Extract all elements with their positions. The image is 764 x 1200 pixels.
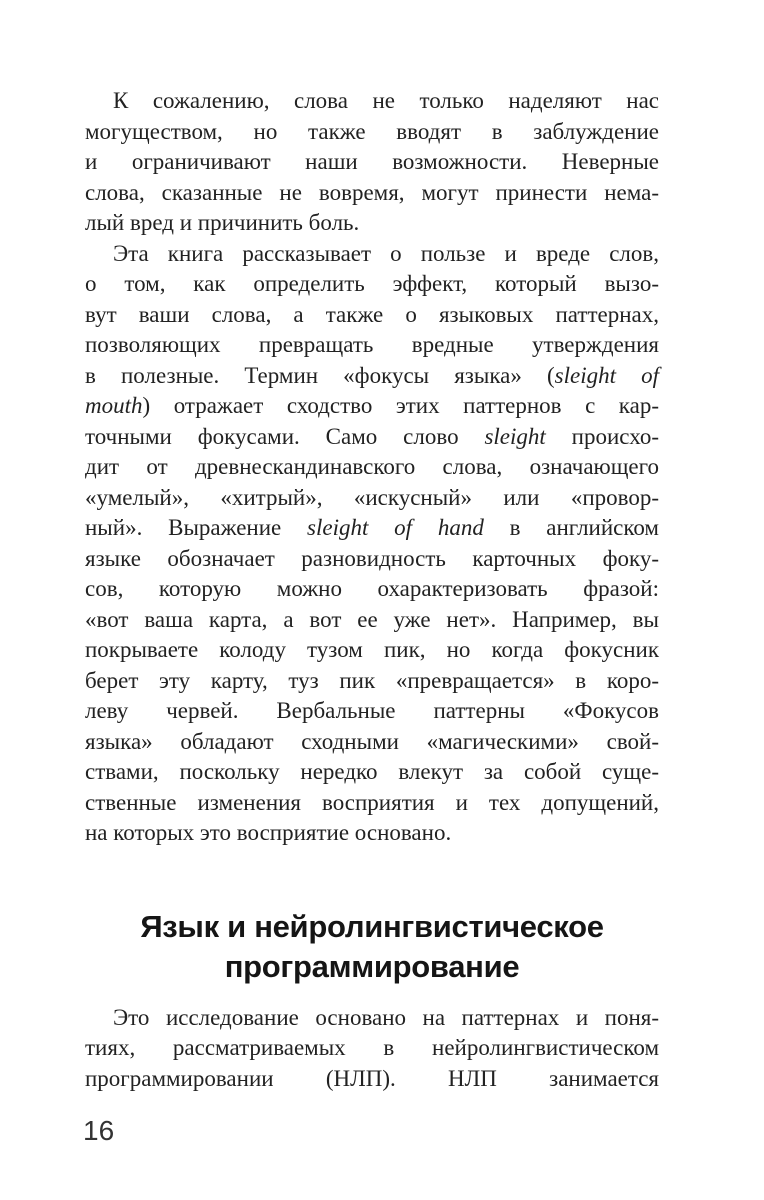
text-line: берет эту карту, туз пик «превращается» в коро- xyxy=(85,667,659,693)
text-line: дит от древнескандинавского слова, означающего xyxy=(85,454,659,479)
text-line: программировании (НЛП). НЛП занимается xyxy=(85,1065,659,1091)
text-line: Это исследование основано на паттернах и поня- xyxy=(113,1004,659,1030)
text-line: ный». Выражение sleight of hand в английском xyxy=(85,515,659,540)
paragraph xyxy=(85,239,659,849)
text-line: сов, которую можно охарактеризовать фразой: xyxy=(85,576,659,601)
text-line: могуществом, но также вводят в заблуждение xyxy=(85,118,659,144)
section-heading-line-2: программирование xyxy=(224,948,520,984)
text-line: леву червей. Вербальные паттерны «Фокусов xyxy=(85,698,659,723)
section-heading xyxy=(85,907,659,987)
text-line: тиях, рассматриваемых в нейролингвистическом xyxy=(85,1035,659,1060)
text-line: в полезные. Термин «фокусы языка» (sleight of xyxy=(85,362,659,388)
text-line: на которых это восприятие основано. xyxy=(85,820,452,845)
text-line: Эта книга рассказывает о пользе и вреде слов, xyxy=(113,240,659,266)
paragraph xyxy=(85,86,659,239)
text-line: и ограничивают наши возможности. Неверные xyxy=(85,149,659,174)
text-line: покрываете колоду тузом пик, но когда фокусник xyxy=(85,637,659,662)
text-line: mouth) отражает сходство этих паттернов с кар- xyxy=(85,393,659,418)
text-line: «умелый», «хитрый», «искусный» или «провор- xyxy=(85,484,659,510)
text-line: лый вред и причинить боль. xyxy=(85,210,360,235)
text-line: ственные изменения восприятия и тех допущений, xyxy=(85,789,659,815)
paragraph xyxy=(85,1003,659,1095)
text-line: «вот ваша карта, а вот ее уже нет». Например, вы xyxy=(85,606,659,632)
text-line: точными фокусами. Само слово sleight происхо- xyxy=(85,423,659,449)
text-line: языка» обладают сходными «магическими» свой- xyxy=(85,728,659,754)
text-line: ствами, поскольку нередко влекут за собой суще- xyxy=(85,759,659,784)
page-text xyxy=(85,86,659,1094)
text-line: о том, как определить эффект, который вызо- xyxy=(85,271,659,296)
page-number: 16 xyxy=(83,1115,115,1146)
text-line: позволяющих превращать вредные утверждения xyxy=(85,332,659,357)
text-line: языке обозначает разновидность карточных фоку- xyxy=(85,545,659,571)
text-line: К сожалению, слова не только наделяют нас xyxy=(113,88,659,113)
text-line: вут ваши слова, а также о языковых паттернах, xyxy=(85,301,659,327)
section-heading-line-1: Язык и нейролингвистическое xyxy=(140,908,604,944)
text-line: слова, сказанные не вовремя, могут принести нема- xyxy=(85,179,659,205)
